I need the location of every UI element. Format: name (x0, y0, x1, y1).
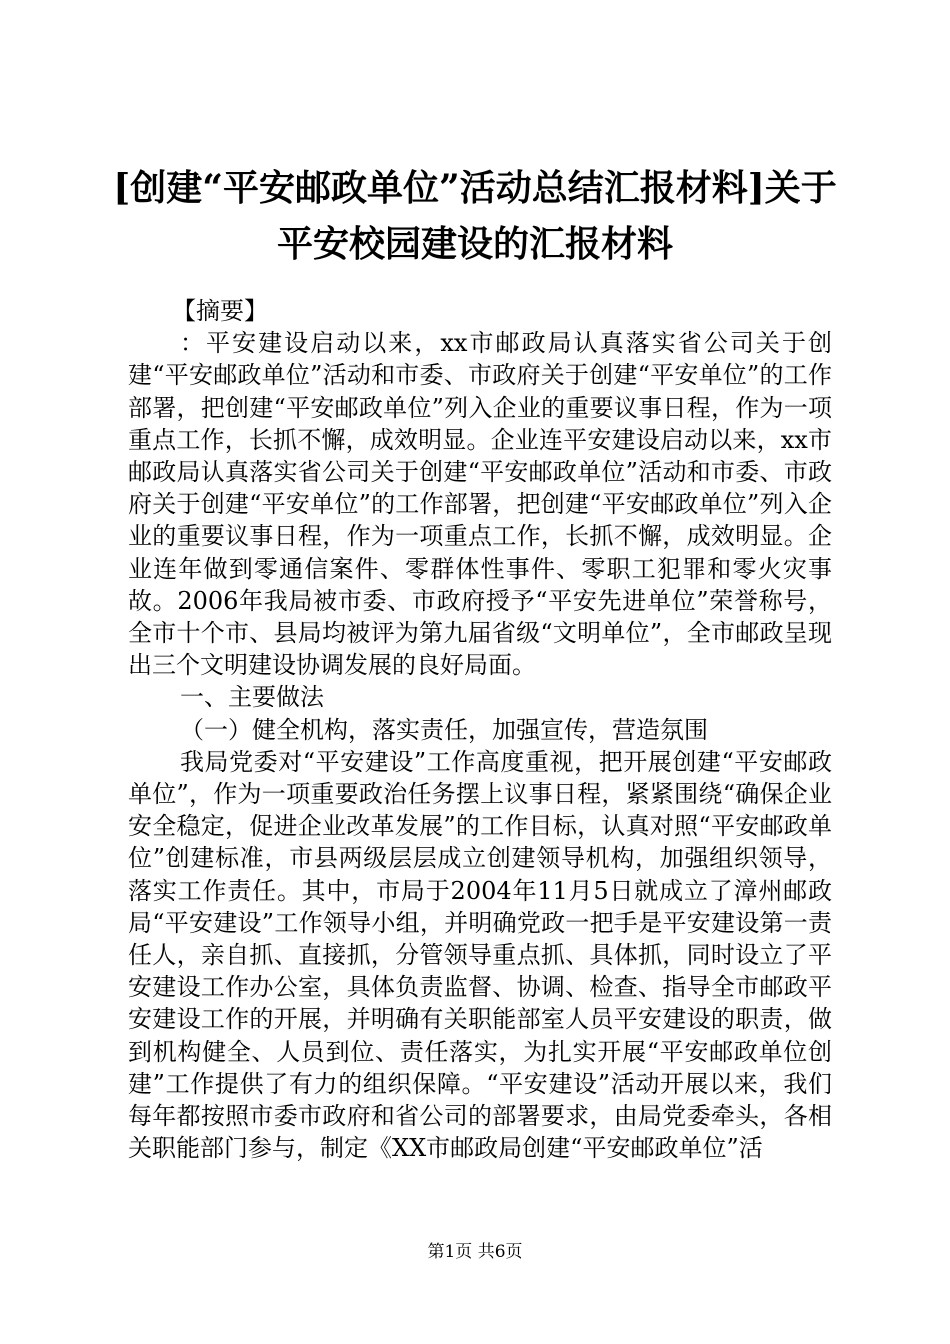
abstract-paragraph: ：平安建设启动以来，xx市邮政局认真落实省公司关于创建“平安邮政单位”活动和市委、市政府关于创建“平安单位”的工作部署，把创建“平安邮政单位”列入企业的重要议事日程，作为一项重点工作，长抓不懈，成效明显。企业连平安建设启动以来，xx市邮政局认真落实省公司关于创建“平安邮政单位”活动和市委、市政府关于创建“平安单位”的工作部署，把创建“平安邮政单位”列入企业的重要议事日程，作为一项重点工作，长抓不懈，成效明显。企业连年做到零通信案件、零群体性事件、零职工犯罪和零火灾事故。2006年我局被市委、市政府授予“平安先进单位”荣誉称号，全市十个市、县局均被评为第九届省级“文明单位”，全市邮政呈现出三个文明建设协调发展的良好局面。 (128, 329, 832, 680)
body-paragraph: 我局党委对“平安建设”工作高度重视，把开展创建“平安邮政单位”，作为一项重要政治任务摆上议事日程，紧紧围绕“确保企业安全稳定，促进企业改革发展”的工作目标，认真对照“平安邮政单位”创建标准，市县两级层层成立创建领导机构，加强组织领导，落实工作责任。其中，市局于2004年11月5日就成立了漳州邮政局“平安建设”工作领导小组，并明确党政一把手是平安建设第一责任人，亲自抓、直接抓，分管领导重点抓、具体抓，同时设立了平安建设工作办公室，具体负责监督、协调、检查、指导全市邮政平安建设工作的开展，并明确有关职能部室人员平安建设的职责，做到机构健全、人员到位、责任落实，为扎实开展“平安邮政单位创建”工作提供了有力的组织保障。“平安建设”活动开展以来，我们每年都按照市委市政府和省公司的部署要求，由局党委牵头，各相关职能部门参与，制定《XX市邮政局创建“平安邮政单位”活 (128, 747, 832, 1163)
document-title: [创建“平安邮政单位”活动总结汇报材料]关于平安校园建设的汇报材料 (113, 167, 837, 265)
abstract-label: 【摘要】 (172, 297, 268, 325)
document-body (128, 295, 832, 1164)
subsection-heading-1: （一）健全机构，落实责任，加强宣传，营造氛围 (180, 715, 708, 744)
section-heading-main-practices: 一、主要做法 (180, 683, 324, 712)
page-number-footer: 第1页 共6页 (427, 1242, 523, 1262)
